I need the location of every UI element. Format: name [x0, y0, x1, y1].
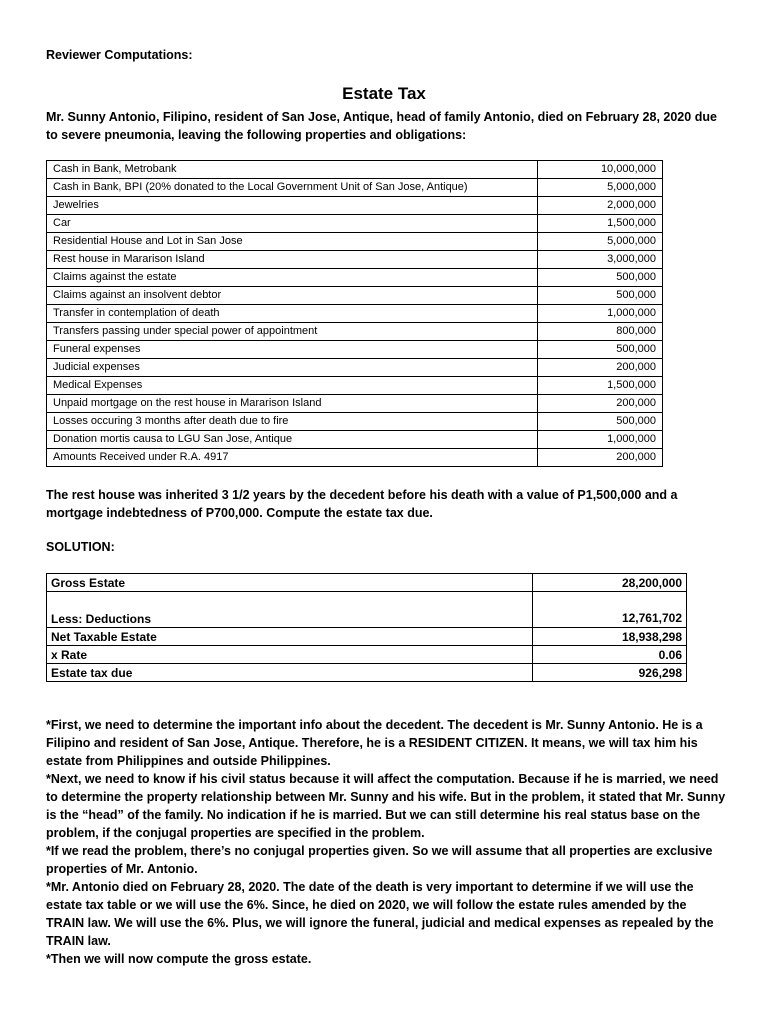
property-amount: 10,000,000 — [538, 161, 663, 179]
table-row — [47, 449, 663, 467]
property-amount: 200,000 — [538, 359, 663, 377]
property-item: Judicial expenses — [47, 359, 538, 377]
table-row — [47, 287, 663, 305]
page-title: Estate Tax — [342, 84, 426, 103]
table-row — [47, 305, 663, 323]
explanation-paragraph: *Mr. Antonio died on February 28, 2020. The date of the death is very important to determine if we will use the estate tax table or we will use the 6%. Since, he died on 2020, we will follow the estate rules amended by the TRAIN law. We will use the 6%. Plus, we will ignore the funeral, judicial and medical expenses as repealed by the TRAIN law. — [46, 880, 714, 948]
problem-intro: Mr. Sunny Antonio, Filipino, resident of San Jose, Antique, head of family Antonio, died on February 28, 2020 due to severe pneumonia, leaving the following properties and obligations: — [46, 110, 717, 142]
property-amount: 800,000 — [538, 323, 663, 341]
property-amount: 1,500,000 — [538, 377, 663, 395]
reviewer-heading: Reviewer Computations: — [46, 48, 193, 62]
table-row — [47, 269, 663, 287]
table-row — [47, 431, 663, 449]
property-amount: 200,000 — [538, 395, 663, 413]
properties-table — [46, 160, 663, 467]
explanation-text — [46, 716, 726, 968]
property-item: Funeral expenses — [47, 341, 538, 359]
explanation-paragraph: *Then we will now compute the gross estate. — [46, 952, 312, 966]
property-item: Residential House and Lot in San Jose — [47, 233, 538, 251]
solution-item: x Rate — [47, 646, 533, 664]
property-amount: 1,500,000 — [538, 215, 663, 233]
table-row — [47, 251, 663, 269]
table-row — [47, 628, 687, 646]
property-item: Amounts Received under R.A. 4917 — [47, 449, 538, 467]
table-row — [47, 341, 663, 359]
property-item: Losses occuring 3 months after death due to fire — [47, 413, 538, 431]
table-row — [47, 179, 663, 197]
table-row — [47, 664, 687, 682]
property-item: Cash in Bank, Metrobank — [47, 161, 538, 179]
table-row — [47, 233, 663, 251]
table-row — [47, 395, 663, 413]
table-row — [47, 646, 687, 664]
property-item: Donation mortis causa to LGU San Jose, Antique — [47, 431, 538, 449]
property-amount: 1,000,000 — [538, 431, 663, 449]
solution-amount: 28,200,000 — [533, 574, 687, 592]
solution-item: Net Taxable Estate — [47, 628, 533, 646]
property-amount: 500,000 — [538, 287, 663, 305]
property-amount: 500,000 — [538, 413, 663, 431]
solution-table — [46, 573, 687, 682]
table-row — [47, 215, 663, 233]
table-row — [47, 377, 663, 395]
property-item: Car — [47, 215, 538, 233]
property-amount: 5,000,000 — [538, 233, 663, 251]
property-amount: 200,000 — [538, 449, 663, 467]
problem-note: The rest house was inherited 3 1/2 years by the decedent before his death with a value of P1,500,000 and a mortgage indebtedness of P700,000. Compute the estate tax due. — [46, 488, 678, 520]
explanation-paragraph: *First, we need to determine the important info about the decedent. The decedent is Mr. Sunny Antonio. He is a Filipino and resident of San Jose, Antique. Therefore, he is a RESIDENT CITIZEN. It means, we will tax him his estate from Philippines and outside Philippines. — [46, 718, 703, 768]
solution-item: Less: Deductions — [47, 592, 533, 628]
property-item: Jewelries — [47, 197, 538, 215]
explanation-paragraph: *If we read the problem, there’s no conjugal properties given. So we will assume that all properties are exclusive properties of Mr. Antonio. — [46, 844, 713, 876]
table-row — [47, 197, 663, 215]
solution-item: Gross Estate — [47, 574, 533, 592]
solution-amount: 926,298 — [533, 664, 687, 682]
solution-amount: 12,761,702 — [621, 611, 682, 625]
table-row — [47, 592, 687, 628]
table-row — [47, 574, 687, 592]
table-row — [47, 359, 663, 377]
table-row — [47, 323, 663, 341]
table-row — [47, 161, 663, 179]
property-item: Unpaid mortgage on the rest house in Mararison Island — [47, 395, 538, 413]
property-amount: 5,000,000 — [538, 179, 663, 197]
property-amount: 3,000,000 — [538, 251, 663, 269]
property-amount: 2,000,000 — [538, 197, 663, 215]
property-item: Transfers passing under special power of appointment — [47, 323, 538, 341]
property-item: Transfer in contemplation of death — [47, 305, 538, 323]
property-amount: 1,000,000 — [538, 305, 663, 323]
solution-label: SOLUTION: — [46, 540, 115, 554]
property-item: Cash in Bank, BPI (20% donated to the Local Government Unit of San Jose, Antique) — [47, 179, 538, 197]
explanation-paragraph: *Next, we need to know if his civil status because it will affect the computation. Because if he is married, we need to determine the property relationship between Mr. Sunny and his wife. But in the problem, it stated that Mr. Sunny is the “head” of the family. No indication if he is married. But we can still determine his real status base on the problem, if the conjugal properties are specified in the problem. — [46, 772, 726, 840]
property-item: Claims against an insolvent debtor — [47, 287, 538, 305]
property-item: Claims against the estate — [47, 269, 538, 287]
property-item: Medical Expenses — [47, 377, 538, 395]
table-row — [47, 413, 663, 431]
property-amount: 500,000 — [538, 269, 663, 287]
solution-amount: 18,938,298 — [533, 628, 687, 646]
property-amount: 500,000 — [538, 341, 663, 359]
solution-amount: 0.06 — [533, 646, 687, 664]
solution-item: Estate tax due — [47, 664, 533, 682]
property-item: Rest house in Mararison Island — [47, 251, 538, 269]
